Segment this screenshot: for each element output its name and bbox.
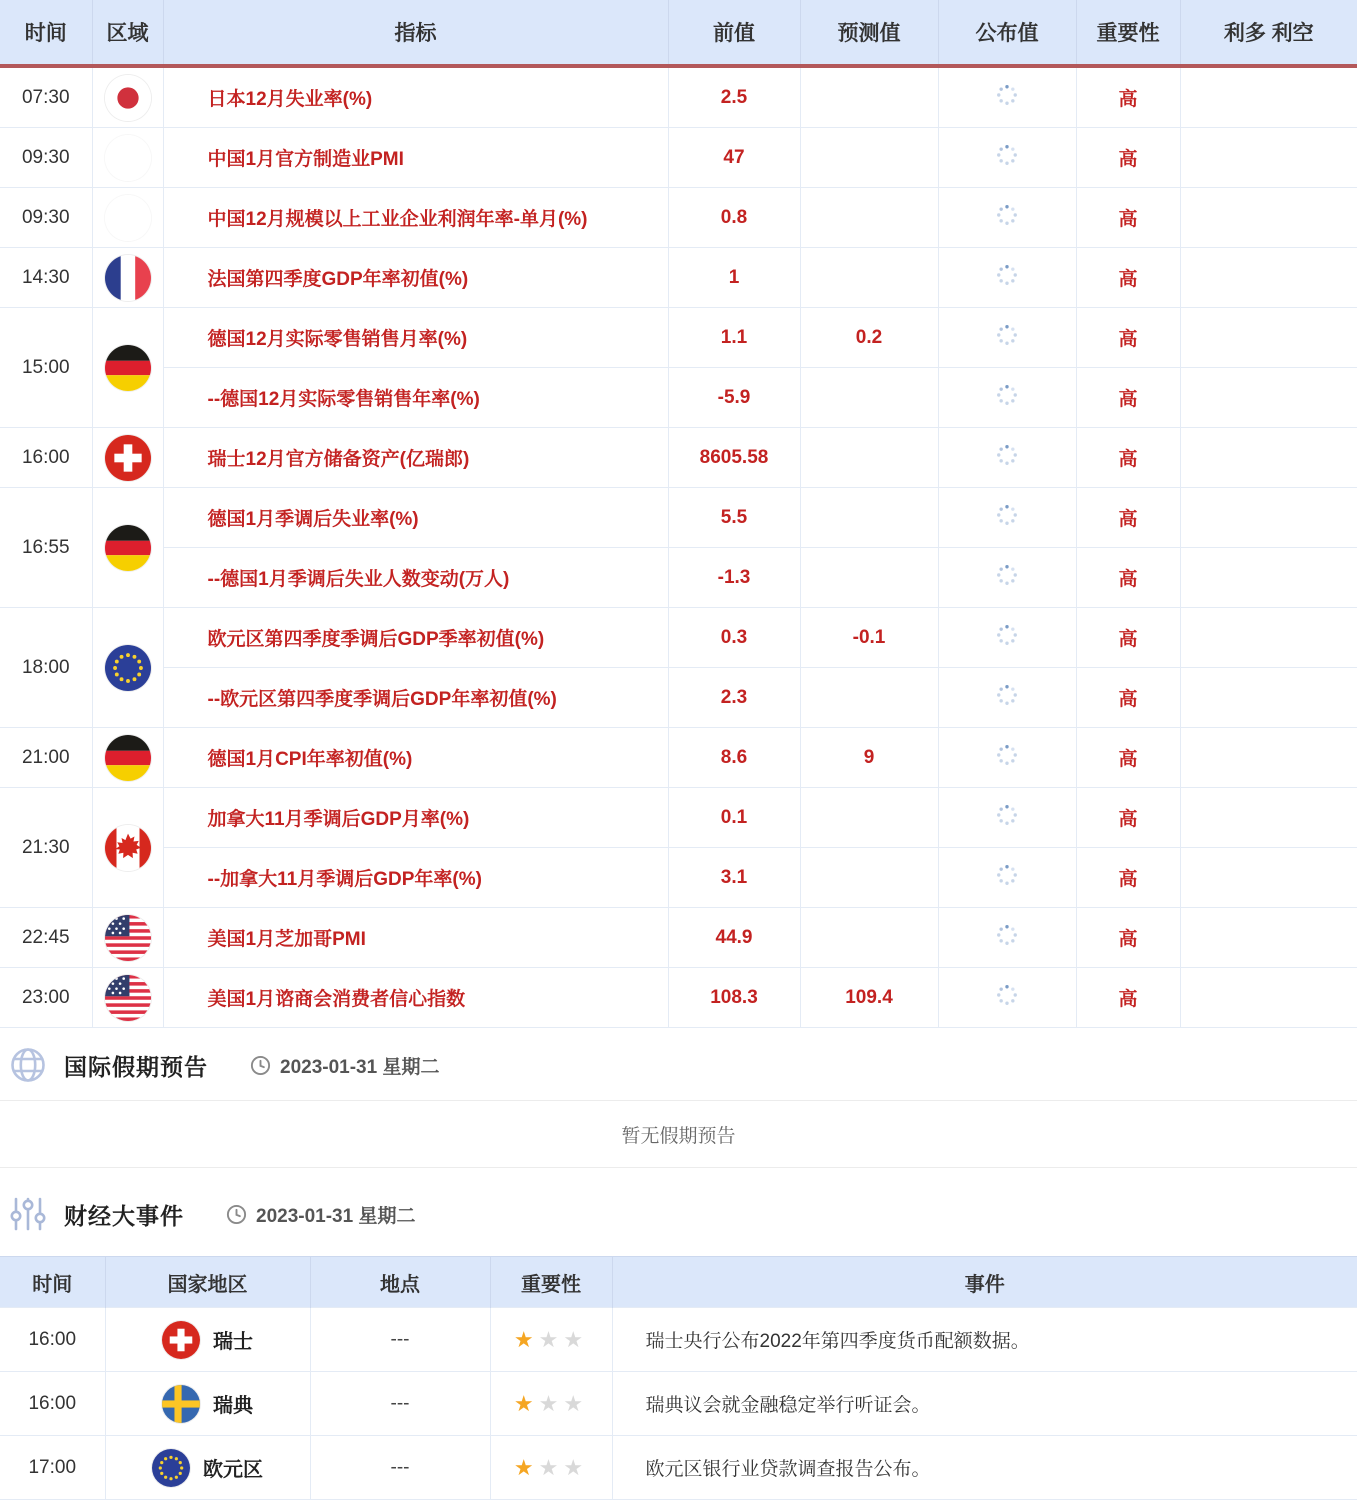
calendar-header-row xyxy=(0,0,1357,66)
globe-icon xyxy=(8,1045,48,1085)
calendar-row xyxy=(0,788,1357,848)
col-header-time: 时间 xyxy=(0,0,92,66)
forecast-value xyxy=(800,248,938,308)
events-table xyxy=(0,1256,1357,1500)
importance-badge: 高 xyxy=(1076,788,1180,848)
indicator-link[interactable]: 中国12月规模以上工业企业利润年率-单月(%) xyxy=(163,188,668,248)
holiday-date-text: 2023-01-31 星期二 xyxy=(280,1056,440,1078)
indicator-link[interactable]: 中国1月官方制造业PMI xyxy=(163,128,668,188)
bull-bear-cell xyxy=(1180,908,1357,968)
event-row xyxy=(0,1308,1357,1372)
indicator-link[interactable]: --德国12月实际零售销售年率(%) xyxy=(163,368,668,428)
indicator-link[interactable]: 美国1月谘商会消费者信心指数 xyxy=(163,968,668,1028)
loading-spinner-icon xyxy=(996,744,1018,766)
ev-col-time: 时间 xyxy=(0,1257,105,1308)
event-time: 16:00 xyxy=(0,1372,105,1436)
calendar-row xyxy=(0,248,1357,308)
region-cell xyxy=(92,428,163,488)
time-cell: 21:00 xyxy=(0,728,92,788)
calendar-row xyxy=(0,188,1357,248)
forecast-value xyxy=(800,368,938,428)
previous-value: 0.1 xyxy=(668,788,800,848)
published-value xyxy=(938,308,1076,368)
flag-switzerland-icon xyxy=(162,1321,200,1359)
col-header-bull-bear: 利多 利空 xyxy=(1180,0,1357,66)
indicator-link[interactable]: 欧元区第四季度季调后GDP季率初值(%) xyxy=(163,608,668,668)
time-cell: 09:30 xyxy=(0,188,92,248)
bull-bear-cell xyxy=(1180,488,1357,548)
previous-value: 8605.58 xyxy=(668,428,800,488)
previous-value: -1.3 xyxy=(668,548,800,608)
time-cell: 09:30 xyxy=(0,128,92,188)
event-location: --- xyxy=(310,1372,490,1436)
loading-spinner-icon xyxy=(996,324,1018,346)
importance-badge: 高 xyxy=(1076,248,1180,308)
published-value xyxy=(938,128,1076,188)
calendar-row xyxy=(0,428,1357,488)
events-header-row xyxy=(0,1257,1357,1308)
ev-col-event: 事件 xyxy=(612,1257,1357,1308)
event-importance-stars: ★★★ xyxy=(490,1436,612,1500)
forecast-value xyxy=(800,428,938,488)
loading-spinner-icon xyxy=(996,444,1018,466)
time-cell: 14:30 xyxy=(0,248,92,308)
forecast-value: 0.2 xyxy=(800,308,938,368)
events-section-date xyxy=(226,1201,415,1228)
calendar-row xyxy=(0,548,1357,608)
calendar-row xyxy=(0,488,1357,548)
calendar-row xyxy=(0,368,1357,428)
published-value xyxy=(938,848,1076,908)
region-cell xyxy=(92,308,163,428)
bull-bear-cell xyxy=(1180,368,1357,428)
published-value xyxy=(938,248,1076,308)
bull-bear-cell xyxy=(1180,128,1357,188)
bull-bear-cell xyxy=(1180,548,1357,608)
forecast-value xyxy=(800,188,938,248)
flag-sweden-icon xyxy=(162,1385,200,1423)
flag-eu-icon xyxy=(105,645,151,691)
event-importance-stars: ★★★ xyxy=(490,1372,612,1436)
time-cell: 16:55 xyxy=(0,488,92,608)
loading-spinner-icon xyxy=(996,984,1018,1006)
published-value xyxy=(938,548,1076,608)
previous-value: 47 xyxy=(668,128,800,188)
loading-spinner-icon xyxy=(996,384,1018,406)
bull-bear-cell xyxy=(1180,848,1357,908)
time-cell: 16:00 xyxy=(0,428,92,488)
published-value xyxy=(938,368,1076,428)
col-header-importance: 重要性 xyxy=(1076,0,1180,66)
published-value xyxy=(938,668,1076,728)
event-row xyxy=(0,1436,1357,1500)
indicator-link[interactable]: --加拿大11月季调后GDP年率(%) xyxy=(163,848,668,908)
calendar-row xyxy=(0,128,1357,188)
forecast-value: 109.4 xyxy=(800,968,938,1028)
events-section-title: 财经大事件 xyxy=(64,1202,184,1229)
event-description: 欧元区银行业贷款调查报告公布。 xyxy=(612,1436,1357,1500)
time-cell: 15:00 xyxy=(0,308,92,428)
event-country-name: 瑞典 xyxy=(213,1395,253,1417)
event-row xyxy=(0,1372,1357,1436)
indicator-link[interactable]: 美国1月芝加哥PMI xyxy=(163,908,668,968)
calendar-row xyxy=(0,728,1357,788)
forecast-value: 9 xyxy=(800,728,938,788)
event-location: --- xyxy=(310,1436,490,1500)
calendar-row xyxy=(0,66,1357,128)
published-value xyxy=(938,66,1076,128)
event-country-cell xyxy=(105,1436,310,1500)
flag-us-icon xyxy=(105,975,151,1021)
importance-badge: 高 xyxy=(1076,728,1180,788)
previous-value: 5.5 xyxy=(668,488,800,548)
events-section-header xyxy=(0,1168,1357,1256)
loading-spinner-icon xyxy=(996,264,1018,286)
sliders-icon xyxy=(8,1194,48,1234)
importance-badge: 高 xyxy=(1076,368,1180,428)
flag-japan-icon xyxy=(105,75,151,121)
flag-germany-icon xyxy=(105,735,151,781)
bull-bear-cell xyxy=(1180,66,1357,128)
loading-spinner-icon xyxy=(996,144,1018,166)
forecast-value xyxy=(800,128,938,188)
event-description: 瑞典议会就金融稳定举行听证会。 xyxy=(612,1372,1357,1436)
previous-value: 2.3 xyxy=(668,668,800,728)
time-cell: 18:00 xyxy=(0,608,92,728)
forecast-value xyxy=(800,548,938,608)
loading-spinner-icon xyxy=(996,564,1018,586)
ev-col-importance: 重要性 xyxy=(490,1257,612,1308)
loading-spinner-icon xyxy=(996,204,1018,226)
published-value xyxy=(938,968,1076,1028)
importance-badge: 高 xyxy=(1076,66,1180,128)
indicator-link[interactable]: 加拿大11月季调后GDP月率(%) xyxy=(163,788,668,848)
calendar-row xyxy=(0,848,1357,908)
flag-france-icon xyxy=(105,255,151,301)
holiday-section-date xyxy=(250,1052,439,1079)
event-location: --- xyxy=(310,1308,490,1372)
region-cell xyxy=(92,66,163,128)
flag-switzerland-icon xyxy=(105,435,151,481)
loading-spinner-icon xyxy=(996,624,1018,646)
event-description: 瑞士央行公布2022年第四季度货币配额数据。 xyxy=(612,1308,1357,1372)
previous-value: 2.5 xyxy=(668,66,800,128)
no-holiday-text: 暂无假期预告 xyxy=(621,1125,736,1147)
region-cell xyxy=(92,608,163,728)
importance-badge: 高 xyxy=(1076,308,1180,368)
event-time: 17:00 xyxy=(0,1436,105,1500)
time-cell: 07:30 xyxy=(0,66,92,128)
loading-spinner-icon xyxy=(996,924,1018,946)
importance-badge: 高 xyxy=(1076,848,1180,908)
event-importance-stars: ★★★ xyxy=(490,1308,612,1372)
previous-value: 0.8 xyxy=(668,188,800,248)
forecast-value xyxy=(800,488,938,548)
events-date-text: 2023-01-31 星期二 xyxy=(256,1205,416,1227)
importance-badge: 高 xyxy=(1076,608,1180,668)
forecast-value xyxy=(800,788,938,848)
bull-bear-cell xyxy=(1180,968,1357,1028)
calendar-row xyxy=(0,668,1357,728)
col-header-forecast: 预测值 xyxy=(800,0,938,66)
flag-eurozone-icon xyxy=(152,1449,190,1487)
indicator-link[interactable]: 日本12月失业率(%) xyxy=(163,66,668,128)
clock-icon xyxy=(250,1055,271,1076)
loading-spinner-icon xyxy=(996,804,1018,826)
forecast-value xyxy=(800,908,938,968)
importance-badge: 高 xyxy=(1076,968,1180,1028)
flag-canada-icon xyxy=(105,825,151,871)
flag-germany-icon xyxy=(105,345,151,391)
published-value xyxy=(938,788,1076,848)
region-cell xyxy=(92,968,163,1028)
published-value xyxy=(938,488,1076,548)
bull-bear-cell xyxy=(1180,248,1357,308)
no-holiday-notice xyxy=(0,1100,1357,1168)
calendar-row xyxy=(0,968,1357,1028)
region-cell xyxy=(92,248,163,308)
published-value xyxy=(938,608,1076,668)
forecast-value xyxy=(800,66,938,128)
event-country-name: 欧元区 xyxy=(203,1459,263,1481)
previous-value: -5.9 xyxy=(668,368,800,428)
importance-badge: 高 xyxy=(1076,908,1180,968)
region-cell xyxy=(92,128,163,188)
indicator-link[interactable]: --欧元区第四季度季调后GDP年率初值(%) xyxy=(163,668,668,728)
event-country-name: 瑞士 xyxy=(213,1331,253,1353)
indicator-link[interactable]: 德国1月季调后失业率(%) xyxy=(163,488,668,548)
previous-value: 108.3 xyxy=(668,968,800,1028)
indicator-link[interactable]: 德国1月CPI年率初值(%) xyxy=(163,728,668,788)
flag-germany-icon xyxy=(105,525,151,571)
previous-value: 1 xyxy=(668,248,800,308)
calendar-row xyxy=(0,308,1357,368)
time-cell: 21:30 xyxy=(0,788,92,908)
region-cell xyxy=(92,188,163,248)
region-cell xyxy=(92,908,163,968)
importance-badge: 高 xyxy=(1076,548,1180,608)
bull-bear-cell xyxy=(1180,728,1357,788)
indicator-link[interactable]: 瑞士12月官方储备资产(亿瑞郎) xyxy=(163,428,668,488)
bull-bear-cell xyxy=(1180,428,1357,488)
published-value xyxy=(938,188,1076,248)
loading-spinner-icon xyxy=(996,504,1018,526)
indicator-link[interactable]: 德国12月实际零售销售月率(%) xyxy=(163,308,668,368)
col-header-region: 区域 xyxy=(92,0,163,66)
indicator-link[interactable]: --德国1月季调后失业人数变动(万人) xyxy=(163,548,668,608)
flag-us-icon xyxy=(105,915,151,961)
col-header-previous: 前值 xyxy=(668,0,800,66)
col-header-published: 公布值 xyxy=(938,0,1076,66)
region-cell xyxy=(92,728,163,788)
importance-badge: 高 xyxy=(1076,128,1180,188)
forecast-value xyxy=(800,668,938,728)
bull-bear-cell xyxy=(1180,788,1357,848)
importance-badge: 高 xyxy=(1076,428,1180,488)
event-country-cell xyxy=(105,1372,310,1436)
bull-bear-cell xyxy=(1180,668,1357,728)
event-country-cell xyxy=(105,1308,310,1372)
indicator-link[interactable]: 法国第四季度GDP年率初值(%) xyxy=(163,248,668,308)
published-value xyxy=(938,428,1076,488)
loading-spinner-icon xyxy=(996,84,1018,106)
col-header-indicator: 指标 xyxy=(163,0,668,66)
event-time: 16:00 xyxy=(0,1308,105,1372)
ev-col-location: 地点 xyxy=(310,1257,490,1308)
forecast-value: -0.1 xyxy=(800,608,938,668)
importance-badge: 高 xyxy=(1076,668,1180,728)
time-cell: 22:45 xyxy=(0,908,92,968)
previous-value: 8.6 xyxy=(668,728,800,788)
previous-value: 3.1 xyxy=(668,848,800,908)
bull-bear-cell xyxy=(1180,608,1357,668)
flag-placeholder-icon xyxy=(105,195,151,241)
published-value xyxy=(938,908,1076,968)
loading-spinner-icon xyxy=(996,864,1018,886)
holiday-section-header xyxy=(0,1028,1357,1100)
region-cell xyxy=(92,488,163,608)
bull-bear-cell xyxy=(1180,188,1357,248)
clock-icon xyxy=(226,1204,247,1225)
loading-spinner-icon xyxy=(996,684,1018,706)
previous-value: 44.9 xyxy=(668,908,800,968)
published-value xyxy=(938,728,1076,788)
holiday-section-title: 国际假期预告 xyxy=(64,1053,208,1080)
ev-col-country: 国家地区 xyxy=(105,1257,310,1308)
bull-bear-cell xyxy=(1180,308,1357,368)
time-cell: 23:00 xyxy=(0,968,92,1028)
flag-placeholder-icon xyxy=(105,135,151,181)
forecast-value xyxy=(800,848,938,908)
calendar-row xyxy=(0,908,1357,968)
importance-badge: 高 xyxy=(1076,188,1180,248)
previous-value: 0.3 xyxy=(668,608,800,668)
previous-value: 1.1 xyxy=(668,308,800,368)
calendar-row xyxy=(0,608,1357,668)
region-cell xyxy=(92,788,163,908)
importance-badge: 高 xyxy=(1076,488,1180,548)
